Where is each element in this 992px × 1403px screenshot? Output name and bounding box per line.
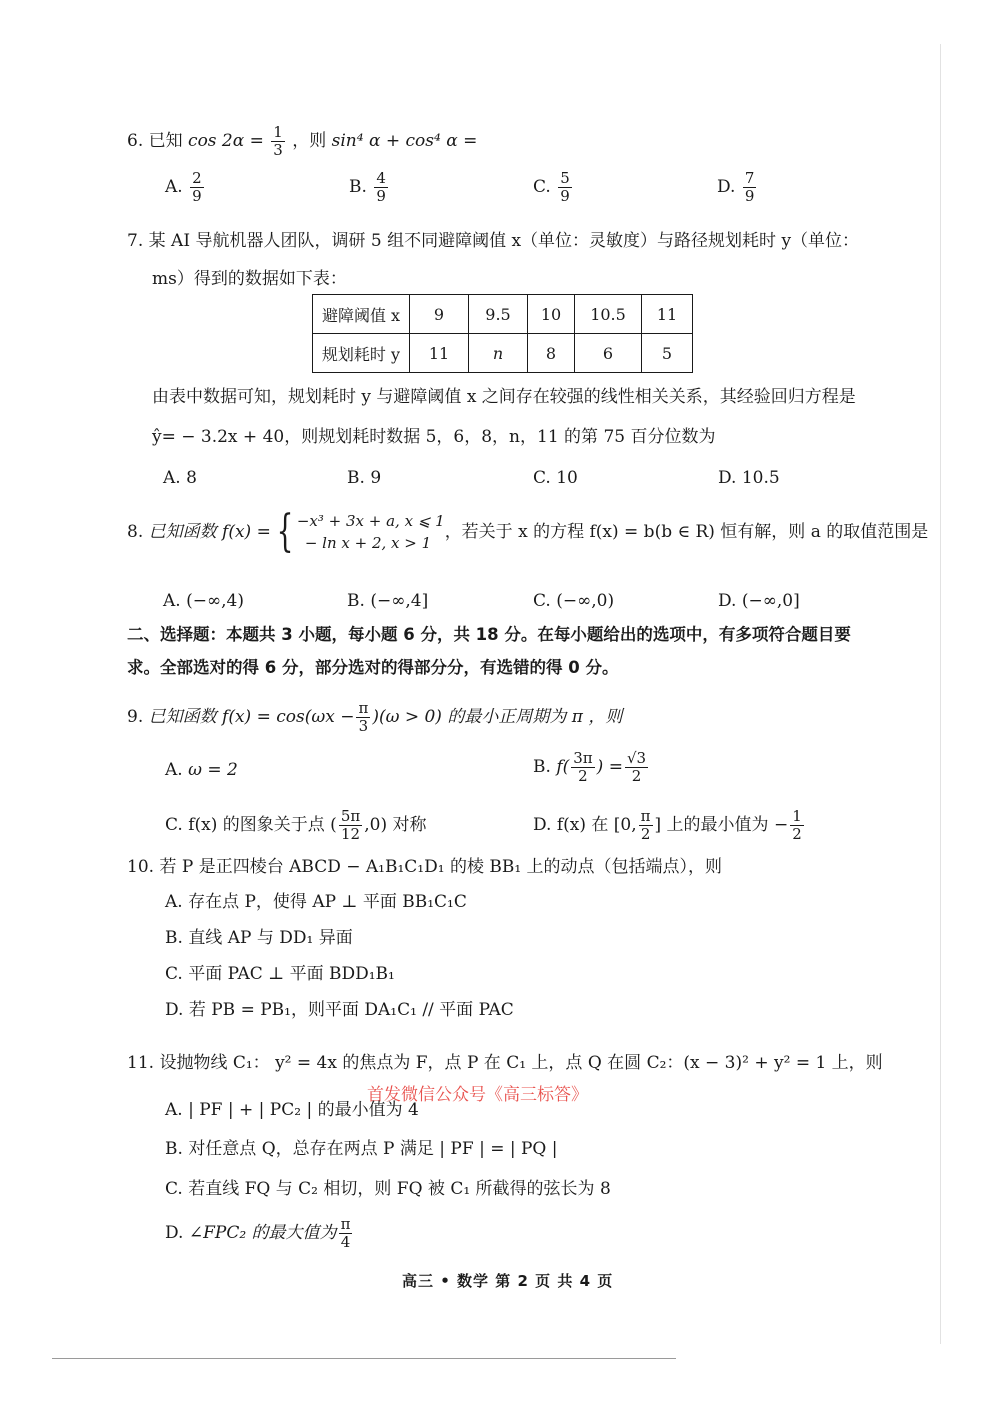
numerator: π xyxy=(358,699,369,717)
q7-option-d[interactable] xyxy=(718,467,780,489)
math-expr: f(x) 在 [0, xyxy=(556,815,637,835)
denominator: 9 xyxy=(376,187,386,205)
case-2: − ln x + 2, x > 1 xyxy=(304,534,432,552)
option-label: D. xyxy=(165,1223,184,1243)
option-text: (−∞,4] xyxy=(370,591,429,611)
math-expr: ) = xyxy=(596,757,623,777)
option-label: B. xyxy=(347,468,365,488)
table-cell: n xyxy=(469,334,528,373)
option-text: 9 xyxy=(370,468,382,488)
math-expr: )(ω > 0) 的最小正周期为 π ，则 xyxy=(372,707,623,727)
option-text: 存在点 P，使得 AP ⊥ 平面 BB₁C₁C xyxy=(188,892,467,912)
left-brace-icon: { xyxy=(276,506,294,557)
table-row-x xyxy=(313,295,693,334)
numerator: 1 xyxy=(792,807,802,825)
option-text: 直线 AP 与 DD₁ 异面 xyxy=(188,928,353,948)
numerator: √3 xyxy=(626,749,647,767)
q8-option-a[interactable] xyxy=(163,590,244,612)
option-label: A. xyxy=(165,177,183,197)
table-cell: 11 xyxy=(410,334,469,373)
option-label: B. xyxy=(349,177,367,197)
q6-option-c[interactable] xyxy=(533,170,574,205)
q10-option-c[interactable] xyxy=(165,963,395,985)
math-expr: sin⁴ α + cos⁴ α = xyxy=(331,131,478,151)
q10-option-b[interactable] xyxy=(165,927,353,949)
option-label: B. xyxy=(165,928,183,948)
option-label: A. xyxy=(165,760,183,780)
fraction xyxy=(271,124,285,159)
q6-option-b[interactable] xyxy=(349,170,390,205)
q9-option-b[interactable] xyxy=(533,750,650,785)
fraction xyxy=(571,750,594,785)
option-text: 10 xyxy=(556,468,578,488)
fraction xyxy=(625,750,648,785)
page-edge-line xyxy=(940,44,941,1344)
table-cell: 11 xyxy=(642,295,693,334)
data-table xyxy=(312,294,693,373)
option-text: ω = 2 xyxy=(188,760,238,780)
table-cell: 9.5 xyxy=(469,295,528,334)
fraction xyxy=(374,170,388,205)
question-6-stem xyxy=(127,124,477,159)
numerator: 5π xyxy=(340,807,361,825)
q10-option-d[interactable] xyxy=(165,999,514,1021)
bottom-divider xyxy=(52,1358,676,1359)
q9-option-d[interactable] xyxy=(533,808,806,843)
option-label: D. xyxy=(165,1000,184,1020)
option-label: C. xyxy=(533,177,551,197)
option-label: D. xyxy=(718,591,737,611)
q9-option-a[interactable] xyxy=(165,759,238,781)
stem-text: 设抛物线 C₁： y² = 4x 的焦点为 F，点 P 在 C₁ 上，点 Q 在圆 C₂：(x − 3)² + y² = 1 上，则 xyxy=(159,1053,883,1073)
option-text: (−∞,4) xyxy=(186,591,244,611)
denominator: 12 xyxy=(340,825,361,843)
math-expr: 已知函数 f(x) = cos(ωx − xyxy=(148,707,355,727)
question-10-stem xyxy=(127,856,722,878)
option-label: A. xyxy=(163,591,181,611)
table-cell: 10 xyxy=(528,295,575,334)
table-cell: 6 xyxy=(575,334,642,373)
option-label: A. xyxy=(165,1100,183,1120)
stem-text: 若 P 是正四棱台 ABCD − A₁B₁C₁D₁ 的棱 BB₁ 上的动点（包括端点），则 xyxy=(159,857,723,877)
option-text: 若直线 FQ 与 C₂ 相切，则 FQ 被 C₁ 所截得的弦长为 8 xyxy=(188,1179,611,1199)
q7-option-c[interactable] xyxy=(533,467,578,489)
case-1: −x³ + 3x + a, x ⩽ 1 xyxy=(296,512,445,530)
fraction xyxy=(339,1216,353,1251)
page-footer: 高三 • 数学 第 2 页 共 4 页 xyxy=(402,1272,614,1290)
question-9-stem xyxy=(127,700,622,735)
math-expr: f(x) 的图象关于点 ( xyxy=(188,815,337,835)
question-number: 9. xyxy=(127,707,144,727)
option-label: B. xyxy=(347,591,365,611)
question-number: 7. xyxy=(127,231,144,251)
fraction xyxy=(558,170,572,205)
option-label: B. xyxy=(165,1139,183,1159)
question-7-stem-line3: 由表中数据可知，规划耗时 y 与避障阈值 x 之间存在较强的线性相关关系，其经验回归方程是 xyxy=(152,387,856,407)
numerator: π xyxy=(640,807,651,825)
denominator: 2 xyxy=(792,825,802,843)
numerator: π xyxy=(340,1215,351,1233)
question-8-stem xyxy=(127,506,929,557)
math-expr: cos 2α = xyxy=(188,131,264,151)
numerator: 2 xyxy=(192,169,202,187)
table-cell: 9 xyxy=(410,295,469,334)
option-label: C. xyxy=(533,468,551,488)
option-label: A. xyxy=(163,468,181,488)
q8-option-b[interactable] xyxy=(347,590,428,612)
q6-option-d[interactable] xyxy=(717,170,758,205)
question-number: 11. xyxy=(127,1053,155,1073)
math-expr: ] 上的最小值为 − xyxy=(654,815,789,835)
fraction xyxy=(790,808,804,843)
denominator: 2 xyxy=(640,825,651,843)
question-7-stem xyxy=(127,230,859,252)
question-number: 6. xyxy=(127,131,144,151)
table-cell: 8 xyxy=(528,334,575,373)
option-label: C. xyxy=(165,815,183,835)
table-cell: 5 xyxy=(642,334,693,373)
option-text: 10.5 xyxy=(741,468,780,488)
option-label: A. xyxy=(165,892,183,912)
fraction xyxy=(743,170,757,205)
stem-text: 已知 xyxy=(148,131,183,151)
q6-option-a[interactable] xyxy=(165,170,206,205)
table-cell: 10.5 xyxy=(575,295,642,334)
option-text: 对任意点 Q，总存在两点 P 满足 | PF | = | PQ | xyxy=(188,1139,558,1159)
option-label: D. xyxy=(533,815,552,835)
watermark: 首发微信公众号《高三标答》 xyxy=(367,1085,588,1105)
fraction xyxy=(339,808,362,843)
denominator: 2 xyxy=(578,767,588,785)
piecewise-function xyxy=(271,506,445,557)
numerator: 3π xyxy=(573,749,593,767)
option-label: C. xyxy=(165,1179,183,1199)
denominator: 3 xyxy=(358,717,369,735)
q11-option-c[interactable] xyxy=(165,1178,611,1200)
fraction xyxy=(356,700,370,735)
stem-text: 某 AI 导航机器人团队，调研 5 组不同避障阈值 x（单位：灵敏度）与路径规划耗时 y（单位： xyxy=(148,231,860,251)
math-expr: ,0) 对称 xyxy=(364,815,427,835)
option-label: D. xyxy=(717,177,736,197)
row-header: 规划耗时 y xyxy=(313,334,410,373)
numerator: 7 xyxy=(744,169,755,187)
option-text: 平面 PAC ⊥ 平面 BDD₁B₁ xyxy=(188,964,395,984)
section-2-heading: 二、选择题：本题共 3 小题，每小题 6 分，共 18 分。在每小题给出的选项中，有多项符合题目要 xyxy=(127,625,851,644)
q8-option-c[interactable] xyxy=(533,590,614,612)
option-text: (−∞,0) xyxy=(556,591,615,611)
q11-option-d[interactable] xyxy=(165,1216,354,1251)
denominator: 4 xyxy=(340,1233,351,1251)
option-label: D. xyxy=(718,468,737,488)
option-label: C. xyxy=(165,964,183,984)
fraction xyxy=(639,808,653,843)
numerator: 1 xyxy=(273,123,283,141)
denominator: 9 xyxy=(560,187,570,205)
numerator: 4 xyxy=(376,169,386,187)
question-7-stem-line4: ŷ= − 3.2x + 40，则规划耗时数据 5，6，8，n，11 的第 75 百分位数为 xyxy=(152,427,716,447)
table-row-y xyxy=(313,334,693,373)
q11-option-a[interactable] xyxy=(165,1099,419,1121)
denominator: 2 xyxy=(631,767,642,785)
question-7-stem-line2: ms）得到的数据如下表： xyxy=(152,269,347,289)
stem-text: ，若关于 x 的方程 f(x) = b(b ∈ R) 恒有解，则 a 的取值范围是 xyxy=(444,522,929,542)
q8-option-d[interactable] xyxy=(718,590,800,612)
option-text: (−∞,0] xyxy=(741,591,800,611)
question-number: 8. xyxy=(127,522,144,542)
option-text: 8 xyxy=(186,468,197,488)
q9-option-c[interactable] xyxy=(165,808,426,843)
fraction xyxy=(190,170,204,205)
denominator: 9 xyxy=(744,187,755,205)
denominator: 9 xyxy=(192,187,202,205)
option-label: C. xyxy=(533,591,551,611)
math-expr: f( xyxy=(556,757,570,777)
option-text: | PF | + | PC₂ | 的最小值为 4 xyxy=(188,1100,419,1120)
math-expr: ∠FPC₂ 的最大值为 xyxy=(188,1223,337,1243)
option-text: 若 PB = PB₁，则平面 DA₁C₁ // 平面 PAC xyxy=(188,1000,514,1020)
math-expr: 已知函数 f(x) = xyxy=(148,522,271,542)
stem-text: ，则 xyxy=(292,131,327,151)
q7-option-a[interactable] xyxy=(163,467,197,489)
numerator: 5 xyxy=(560,169,570,187)
question-11-stem xyxy=(127,1052,883,1074)
q10-option-a[interactable] xyxy=(165,891,467,913)
denominator: 3 xyxy=(273,141,283,159)
section-2-heading-line2: 求。全部选对的得 6 分，部分选对的得部分分，有选错的得 0 分。 xyxy=(127,658,619,677)
q7-option-b[interactable] xyxy=(347,467,381,489)
question-number: 10. xyxy=(127,857,155,877)
row-header: 避障阈值 x xyxy=(313,295,410,334)
q11-option-b[interactable] xyxy=(165,1138,558,1160)
cases xyxy=(297,510,445,554)
option-label: B. xyxy=(533,757,551,777)
